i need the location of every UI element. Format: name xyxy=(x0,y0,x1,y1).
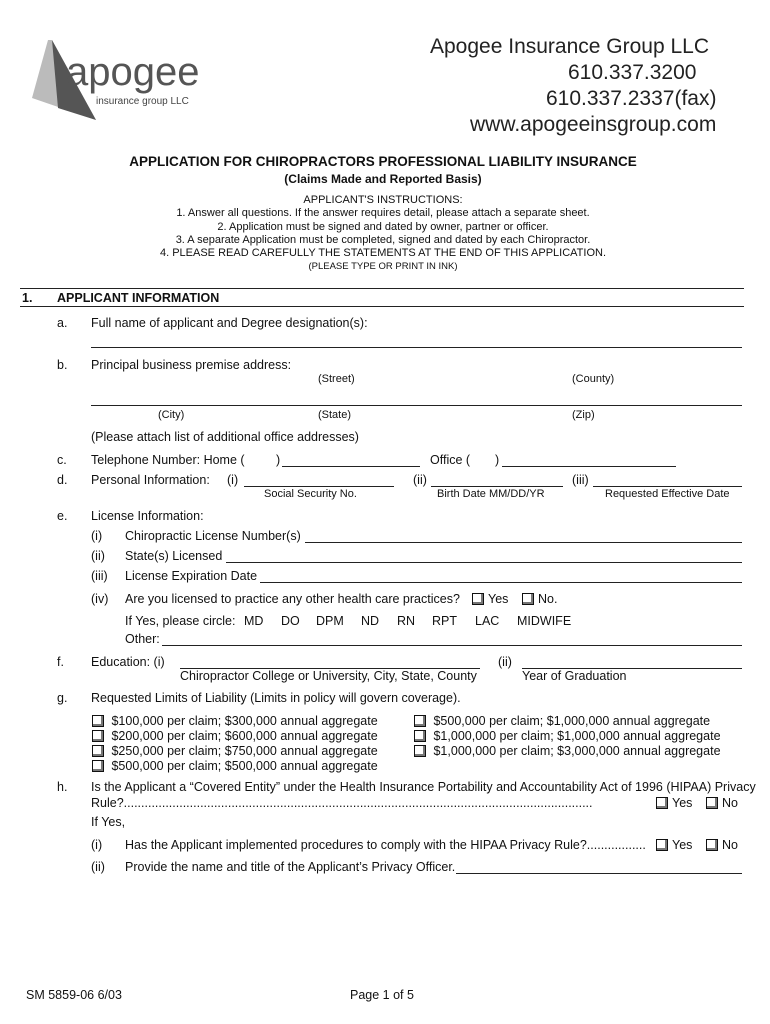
circle-option-dpm[interactable]: DPM xyxy=(316,614,344,628)
other-field[interactable] xyxy=(162,645,742,646)
circle-option-rn[interactable]: RN xyxy=(397,614,416,628)
privacy-officer-field[interactable] xyxy=(456,873,742,874)
document-subtitle: (Claims Made and Reported Basis) xyxy=(284,172,482,186)
checkbox-icon[interactable] xyxy=(92,715,104,727)
company-name: Apogee Insurance Group LLC xyxy=(430,35,710,58)
limit-option[interactable] xyxy=(92,729,378,744)
expiration-field[interactable] xyxy=(260,582,742,583)
limit-option[interactable] xyxy=(414,744,721,759)
item-letter: h. xyxy=(57,780,68,794)
section-title: APPLICANT INFORMATION xyxy=(57,291,220,305)
limit-option-label: $500,000 per claim; $1,000,000 annual aggregate xyxy=(433,714,711,728)
expiration-label: License Expiration Date xyxy=(125,569,258,583)
page-number: Page 1 of 5 xyxy=(350,988,414,1002)
yes-label: Yes xyxy=(672,838,693,852)
states-licensed-field[interactable] xyxy=(226,562,742,563)
procedures-yes[interactable] xyxy=(656,838,692,852)
checkbox-icon[interactable] xyxy=(414,715,426,727)
no-label: No xyxy=(722,796,738,810)
address-label: Principal business premise address: xyxy=(91,358,292,372)
state-caption: (State) xyxy=(318,409,352,421)
college-caption: Chiropractor College or University, City, State, County xyxy=(180,669,477,683)
hipaa-procedures-label: Has the Applicant implemented procedures to comply with the HIPAA Privacy Rule?................. xyxy=(125,838,646,852)
roman-ii: (ii) xyxy=(413,473,427,487)
company-website: www.apogeeinsgroup.com xyxy=(470,113,717,136)
form-number: SM 5859-06 6/03 xyxy=(26,988,122,1002)
instruction-item: 4. PLEASE READ CAREFULLY THE STATEMENTS AT THE END OF THIS APPLICATION. xyxy=(159,247,607,260)
circle-option-md[interactable]: MD xyxy=(244,614,264,628)
roman-i: (i) xyxy=(91,838,103,852)
section-number: 1. xyxy=(22,291,33,305)
effective-date-field[interactable] xyxy=(593,486,742,487)
checkbox-icon[interactable] xyxy=(706,797,718,809)
checkbox-icon[interactable] xyxy=(706,839,718,851)
checkbox-icon[interactable] xyxy=(92,760,104,772)
instruction-item: 2. Application must be signed and dated by owner, partner or officer. xyxy=(217,220,549,233)
roman-i: (i) xyxy=(227,473,239,487)
checkbox-icon[interactable] xyxy=(522,593,534,605)
limits-right-column xyxy=(414,714,721,759)
checkbox-icon[interactable] xyxy=(472,593,484,605)
ssn-caption: Social Security No. xyxy=(264,488,357,500)
item-letter: b. xyxy=(57,358,68,372)
instructions xyxy=(0,194,766,274)
checkbox-icon[interactable] xyxy=(414,745,426,757)
city-caption: (City) xyxy=(158,409,185,421)
county-caption: (County) xyxy=(572,373,615,385)
checkbox-icon[interactable] xyxy=(414,730,426,742)
limit-option[interactable] xyxy=(414,729,721,744)
instructions-note: (PLEASE TYPE OR PRINT IN INK) xyxy=(308,261,458,273)
checkbox-icon[interactable] xyxy=(656,797,668,809)
item-letter: f. xyxy=(57,655,64,669)
roman-iv: (iv) xyxy=(91,592,109,606)
office-label: Office ( xyxy=(430,453,471,467)
personal-info-label: Personal Information: xyxy=(91,473,210,487)
yes-label: Yes xyxy=(488,592,509,606)
privacy-officer-label: Provide the name and title of the Applicant’s Privacy Officer. xyxy=(125,860,456,874)
address-field[interactable] xyxy=(91,405,742,406)
instructions-heading xyxy=(0,194,766,207)
other-practices-label: Are you licensed to practice any other health care practices? xyxy=(125,592,460,606)
telephone-label: Telephone Number: Home ( xyxy=(91,453,245,467)
instruction-item: 1. Answer all questions. If the answer requires detail, please attach a separate sheet. xyxy=(176,207,590,220)
circle-option-do[interactable]: DO xyxy=(281,614,300,628)
company-logo xyxy=(28,38,228,130)
checkbox-icon[interactable] xyxy=(92,730,104,742)
limit-option-label: $500,000 per claim; $500,000 annual aggregate xyxy=(111,759,378,773)
circle-option-midwife[interactable]: MIDWIFE xyxy=(517,614,572,628)
company-info xyxy=(430,34,716,138)
instructions-heading-text: APPLICANT'S INSTRUCTIONS xyxy=(303,194,460,206)
roman-ii: (ii) xyxy=(498,655,512,669)
dob-caption: Birth Date MM/DD/YR xyxy=(437,488,545,500)
paren-close: ) xyxy=(495,453,500,467)
hipaa-question-line1: Is the Applicant a “Covered Entity” under the Health Insurance Portability and Accountability Act of 1996 (HIPAA) Privacy xyxy=(91,780,756,794)
limit-option[interactable] xyxy=(92,759,378,774)
hipaa-no[interactable] xyxy=(706,796,738,810)
checkbox-icon[interactable] xyxy=(92,745,104,757)
roman-ii: (ii) xyxy=(91,860,105,874)
roman-iii: (iii) xyxy=(91,569,108,583)
instruction-item: 3. A separate Application must be completed, signed and dated by each Chiropractor. xyxy=(175,233,591,246)
license-number-field[interactable] xyxy=(305,542,742,543)
company-fax: 610.337.2337(fax) xyxy=(546,87,717,110)
item-letter: e. xyxy=(57,509,68,523)
item-letter: d. xyxy=(57,473,68,487)
hipaa-question-line2: Rule?....................................................................................................................................... xyxy=(91,796,593,810)
company-phone: 610.337.3200 xyxy=(568,61,697,84)
graduation-caption: Year of Graduation xyxy=(522,669,627,683)
roman-i: (i) xyxy=(91,529,103,543)
license-number-label: Chiropractic License Number(s) xyxy=(125,529,301,543)
circle-label: If Yes, please circle: xyxy=(125,614,236,628)
limits-left-column xyxy=(92,714,378,774)
divider xyxy=(20,306,744,307)
street-caption: (Street) xyxy=(318,373,355,385)
hipaa-yes[interactable] xyxy=(656,796,692,810)
other-practices-yes[interactable] xyxy=(472,592,508,606)
full-name-field[interactable] xyxy=(91,347,742,348)
roman-iii: (iii) xyxy=(572,473,589,487)
document-title: APPLICATION FOR CHIROPRACTORS PROFESSIONAL LIABILITY INSURANCE xyxy=(129,154,637,169)
instructions-heading-colon: : xyxy=(459,194,463,206)
home-phone-field[interactable] xyxy=(282,466,420,467)
item-letter: g. xyxy=(57,691,68,705)
limit-option-label: $1,000,000 per claim; $1,000,000 annual aggregate xyxy=(433,729,721,743)
zip-caption: (Zip) xyxy=(572,409,595,421)
other-label: Other: xyxy=(125,632,160,646)
circle-option-lac[interactable]: LAC xyxy=(475,614,500,628)
states-licensed-label: State(s) Licensed xyxy=(125,549,223,563)
roman-ii: (ii) xyxy=(91,549,105,563)
circle-option-nd[interactable]: ND xyxy=(361,614,380,628)
checkbox-icon[interactable] xyxy=(656,839,668,851)
limit-option[interactable] xyxy=(92,714,378,729)
attach-note: (Please attach list of additional office addresses) xyxy=(91,430,359,444)
no-label: No. xyxy=(538,592,558,606)
birth-date-field[interactable] xyxy=(431,486,563,487)
item-letter: a. xyxy=(57,316,68,330)
other-practices-no[interactable] xyxy=(522,592,557,606)
logo-word: apogee xyxy=(66,50,200,94)
limit-option-label: $100,000 per claim; $300,000 annual aggregate xyxy=(111,714,378,728)
effective-date-caption: Requested Effective Date xyxy=(605,488,730,500)
if-yes-label: If Yes, xyxy=(91,815,126,829)
divider xyxy=(20,288,744,289)
item-letter: c. xyxy=(57,453,67,467)
procedures-no[interactable] xyxy=(706,838,738,852)
yes-label: Yes xyxy=(672,796,693,810)
office-phone-field[interactable] xyxy=(502,466,676,467)
education-label: Education: (i) xyxy=(91,655,165,669)
ssn-field[interactable] xyxy=(244,486,394,487)
logo-subtitle: insurance group LLC xyxy=(96,96,189,107)
circle-option-rpt[interactable]: RPT xyxy=(432,614,457,628)
paren-close: ) xyxy=(276,453,281,467)
limit-option[interactable] xyxy=(92,744,378,759)
limit-option-label: $200,000 per claim; $600,000 annual aggregate xyxy=(111,729,378,743)
limit-option-label: $250,000 per claim; $750,000 annual aggregate xyxy=(111,744,378,758)
limits-label: Requested Limits of Liability (Limits in policy will govern coverage). xyxy=(91,691,461,705)
no-label: No xyxy=(722,838,738,852)
limit-option[interactable] xyxy=(414,714,721,729)
limit-option-label: $1,000,000 per claim; $3,000,000 annual aggregate xyxy=(433,744,721,758)
license-label: License Information: xyxy=(91,509,204,523)
full-name-label: Full name of applicant and Degree designation(s): xyxy=(91,316,368,330)
